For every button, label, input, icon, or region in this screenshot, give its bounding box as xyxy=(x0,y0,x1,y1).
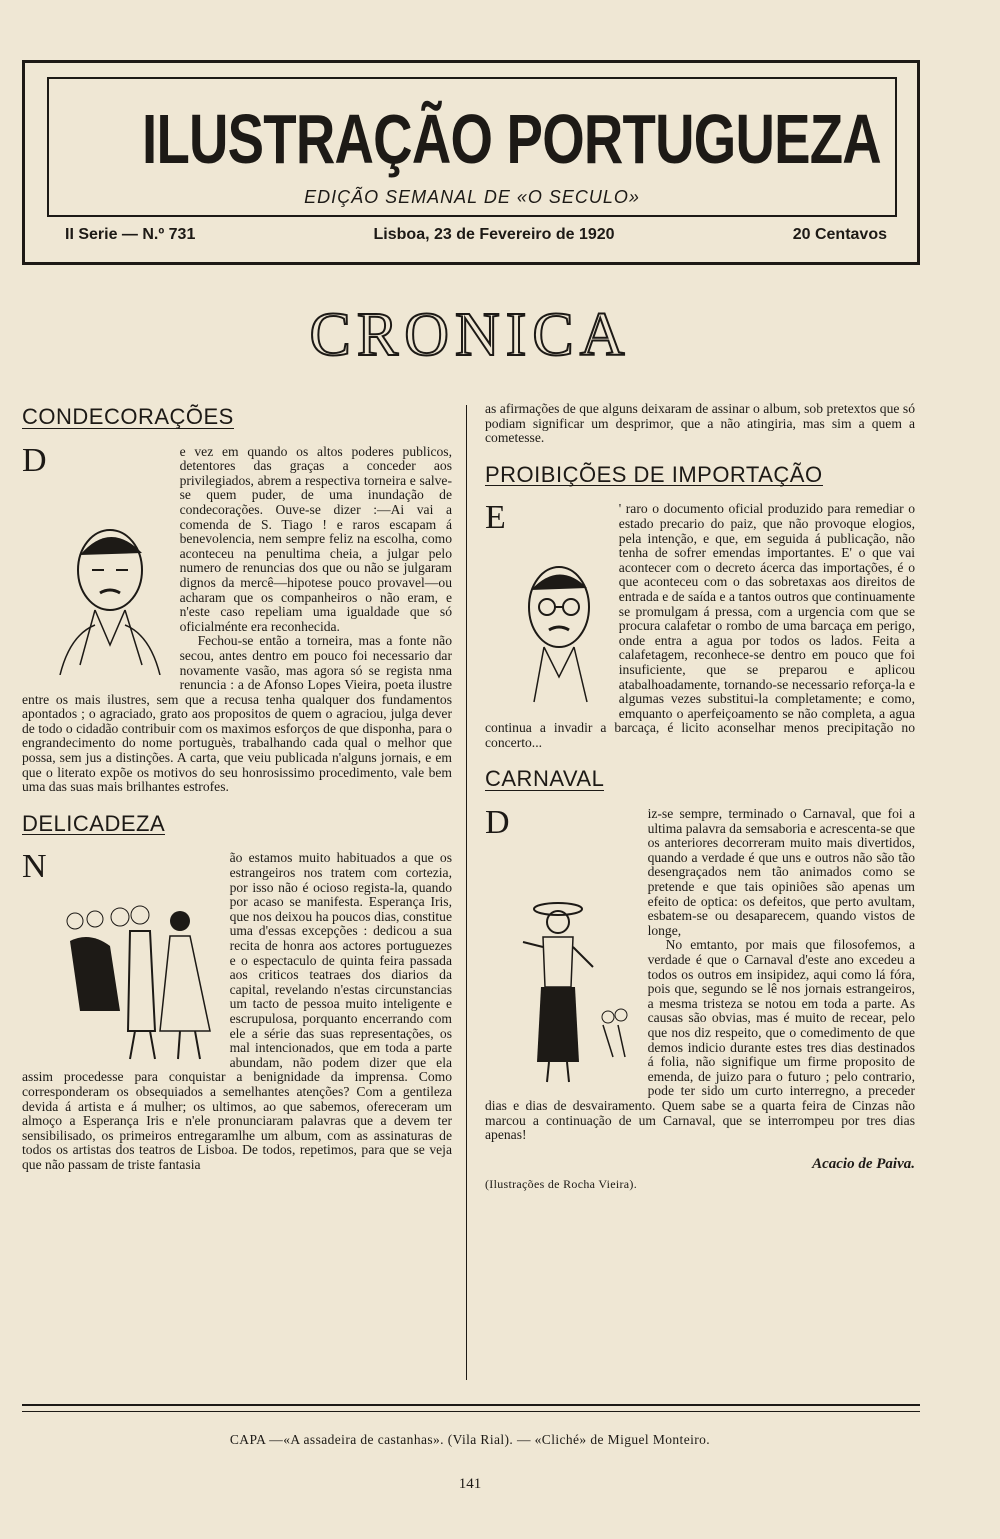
text-condecoracoes-2: Fechou-se então a torneira, mas a fonte não secou, antes dentro em pouco foi necessario dar novamente vasão, mas agora só se regista nma renuncia : a de Afonso Lopes Vieira, poeta ilustre entre os mais ilustres, sem que a recusa tenha qualquer dos fundamentos apontados ; o agraciado, grato aos propositos de quem o agraciou, julga dever de todo o cidadão contribuir com os maximos esforços de que disponha, para o engrandecimento do nome portuguès, trabalhando cada qual o melhor que possa, sem jus a distinções. A carta, que veiu publicada n'alguns jornais, e em que o literato expõe os motivos do seu honrosissimo procedimento, vale bem uma das suas mais brilhantes estrofes. xyxy=(22,633,452,795)
text-delicadeza-1: ão estamos muito habituados a que os estrangeiros nos tratem com cortezia, por isso não é ocioso regista-la, quando por acaso se manifesta. Esperança Iris, que nos deixou ha poucos dias, constitue uma d'essas excepções : dedicou a sua recita de honra aos actores portuguezes e o espectaculo de quinta feira passada aos criticos teatraes dos diarios da capital, revelando n'estas circunstancias um tacto de pessoa muito inteligente e escrupulosa, porquanto encerrando com ele a série das suas representações, os mal intencionados, que em toda a parte abundam, não podem dizer que ela assim procedesse para conquistar a benignidade da imprensa. Como corresponderam os obsequiados a semelhantes atenções? Com a gentileza devida á artista e á mulher; os ultimos, ao que sabemos, ofereceram um almoço a Esperança Iris e n'ele pronunciaram palavras que a devem ter sensibilisado, os primeiros entregaramlhe um album, com as assinaturas de todos os artistas dos teatros de Lisboa. De todos, repetimos, para que se veja que não passam de triste fantasia xyxy=(22,850,452,1172)
portrait-glasses-man-icon xyxy=(509,552,609,712)
issue-date: Lisboa, 23 de Fevereiro de 1920 xyxy=(373,226,615,243)
section-title-condecoracoes: CONDECORAÇÕES xyxy=(22,404,234,429)
dropcap: D xyxy=(485,804,510,842)
text-carnaval-1: iz-se sempre, terminado o Carnaval, que foi a ultima palavra da semsaboria e acrescenta-se que os anteriores decorreram muito mais divertidos, quando a verdade é que uns e outros não são tão desengraçados nem tão animados como se pretende e que tais opiniões são apenas um efeito de optica: os defeitos, que perto avultam, esbatem-se ou desaparecem, quando vistos de longe, xyxy=(647,806,915,938)
paragraph xyxy=(485,804,915,938)
right-column xyxy=(485,402,915,1192)
issue-info-bar xyxy=(65,226,887,244)
page-number: 141 xyxy=(458,1476,482,1492)
cover-caption: CAPA —«A assadeira de castanhas». (Vila Rial). — «Cliché» de Miguel Monteiro. xyxy=(229,1432,711,1447)
dropcap: N xyxy=(22,848,47,886)
column-divider xyxy=(466,405,467,1380)
issue-number: II Serie — N.º 731 xyxy=(65,226,196,243)
dropcap: E xyxy=(485,499,506,537)
carnival-woman-icon xyxy=(513,897,638,1087)
issue-price: 20 Centavos xyxy=(792,226,887,243)
paragraph xyxy=(485,499,915,750)
text-carnaval-2: No emtanto, por mais que filosofemos, a verdade é que o Carnaval d'este ano excedeu a todos os outros em insipidez, aqui como lá fóra, pois que, segundo se lê nos jornais estrangeiros, a mesma tristeza se notou em toda a parte. As causas são obvias, mas é muito de recear, pelo que nos diz respeito, que o comedimento de que demos indicio durante estes tres dias destinados á folia, não signifique um firme proposito de emenda, de juizo para o futuro ; pelo contrario, pode ter sido um curto interregno, a preceder dias e dias de desvairamento. Quem sabe se a quarta feira de Cinzas não marcou a continuação de um Carnaval, que se interrompeu por tres dias apenas! xyxy=(485,937,915,1143)
left-column xyxy=(22,402,452,1173)
publication-subtitle: EDIÇÃO SEMANAL DE «O SECULO» xyxy=(304,187,640,207)
publication-title: ILUSTRAÇÃO PORTUGUEZA xyxy=(142,100,881,178)
text-delicadeza-continued: as afirmações de que alguns deixaram de assinar o album, sob pretextos que só podiam significar um desprimor, que a não atingiria, mas sim a quem a cometesse. xyxy=(485,401,915,446)
illustration-credits: (Ilustrações de Rocha Vieira). xyxy=(485,1177,637,1192)
section-title-proibicoes: PROIBIÇÕES DE IMPORTAÇÃO xyxy=(485,461,823,487)
paragraph xyxy=(22,441,452,635)
dropcap: D xyxy=(22,441,47,479)
section-title-delicadeza: DELICADEZA xyxy=(22,810,166,836)
text-condecoracoes-1: e vez em quando os altos poderes publicos, detentores das graças a conceder aos privilegiados, abrem a respectiva torneira e salve-se quem puder, de uma inundação de condecorações. Ouve-se dizer :—Ai vai a comenda de S. Tiago ! e raros escapam á benevolencia, nem sempre feliz na escolha, como aconteceu na penultima cheia, a julgar pelo numero de renuncias dos que ou não se julgaram dignos da mercê—hipotese pouco provavel—ou acharam que os companheiros o não eram, e n'este caso repeliam uma igualdade que só oficialménte era reconhecida. xyxy=(179,443,452,634)
theatre-group-icon xyxy=(50,901,220,1061)
footer-rule-thin xyxy=(22,1411,920,1412)
portrait-man-icon xyxy=(50,515,170,675)
author-signature: Acacio de Paiva. xyxy=(812,1155,915,1172)
section-title-carnaval: CARNAVAL xyxy=(485,766,605,792)
masthead-title-box xyxy=(47,77,897,217)
masthead xyxy=(22,60,920,265)
text-proibicoes-1: ' raro o documento oficial produzido para remediar o estado precario do paiz, que não provoque elogios, pela intenção, e que, em seguida á publicação, não tenha de sofrer emendas importantes. E' o que vai acontecer com o decreto ácerca das importações, é o que aconteceu com o das sobretaxas aos direitos de entrada e de saída e a tantos outros que continuamente se promulgam á pressa, com a urgencia com que se procura calafetar o rombo de uma barcaça em perigo, onde entra a agua por todos os lados. Feita a calafetagem, reconhece-se dentro em pouco que foi insuficiente, que se preparou e aplicou atabalhoadamente, tornando-se necessario reforça-la e algumas vezes substitui-la completamente; e como, emquanto o aperfeiçoamento se não completa, a agua continua a invadir a barcaça, é licito aconselhar menos precipitação no concerto... xyxy=(485,501,915,750)
paragraph xyxy=(22,848,452,1172)
page-heading: CRONICA xyxy=(309,301,631,369)
footer-rule xyxy=(22,1404,920,1406)
